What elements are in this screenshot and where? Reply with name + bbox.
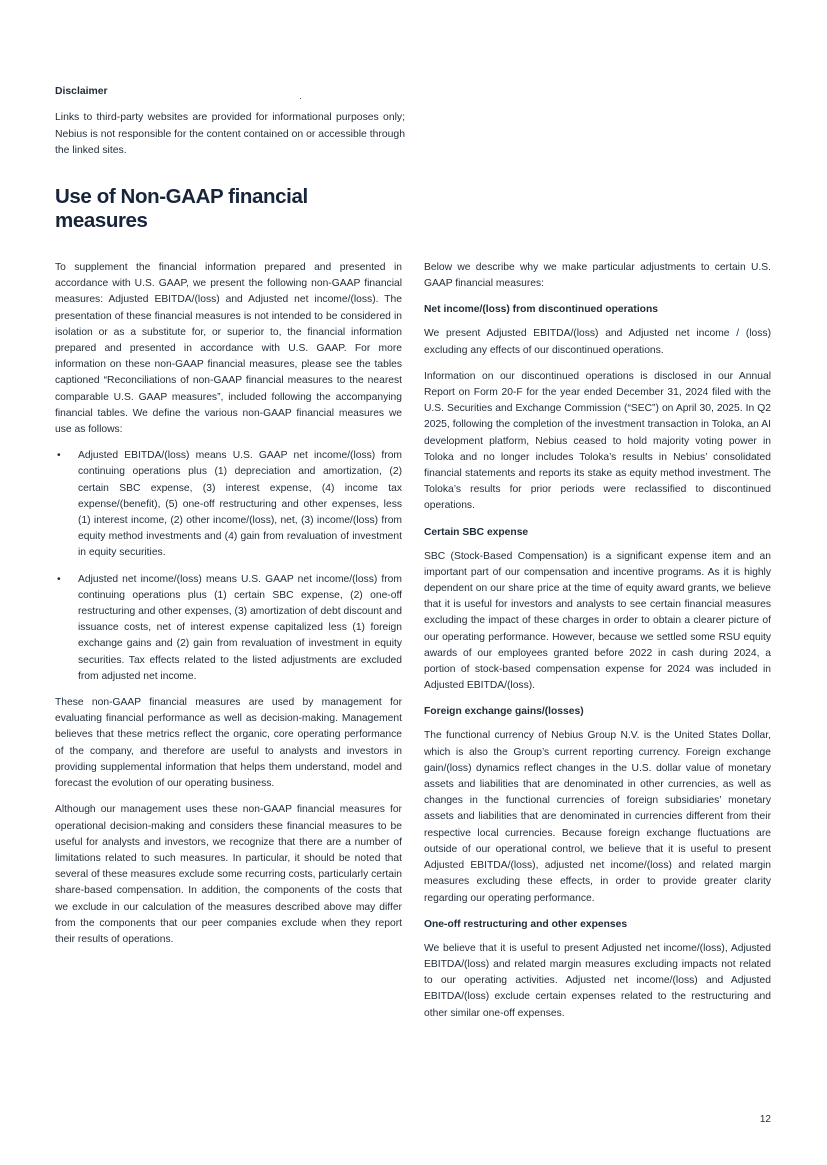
section-heading-sbc: Certain SBC expense	[424, 526, 529, 538]
bullet-icon: •	[57, 450, 61, 462]
limitations-paragraph: Although our management uses these non-GAAP financial measures for operational decision-making and considers these financial measures to be useful for analysts and investors, we recognize that there are a number of limitations related to such measures. In particular, it should be noted that several of these measures exclude some recurring costs, particularly certain share-based compensation. In addition, the components of the costs that we exclude in our calculation of the measures described above may differ from the components that our peer companies exclude when they report their results of operations.	[55, 804, 402, 945]
list-item	[55, 448, 402, 561]
right-column	[424, 260, 771, 1032]
list-item-text: Adjusted net income/(loss) means U.S. GAAP net income/(loss) from continuing operations plus (1) certain SBC expense, (2) one-off restructuring and other expenses, (3) amortization of debt discount and issuance costs, net of interest expense capitalized less (1) foreign exchange gains and (2) gain from revaluation of investment in equity securities. Tax effects related to the listed adjustments are excluded from adjusted net income.	[78, 573, 402, 682]
section-heading-restructuring: One-off restructuring and other expenses	[424, 918, 628, 930]
page-number: 12	[759, 1114, 771, 1125]
list-item-text: Adjusted EBITDA/(loss) means U.S. GAAP net income/(loss) from continuing operations plus (1) depreciation and amortization, (2) certain SBC expense, (3) interest expense, (4) income tax expense/(benefit), (5) one-off restructuring and other expenses, less (1) interest income, (2) other income/(loss), net, (3) income/(loss) from equity method investments and (4) gain from revaluation of investment in equity securities.	[78, 450, 402, 559]
management-paragraph: These non-GAAP financial measures are used by management for evaluating financial performance as well as decision-making. Management believes that these metrics reflect the organic, core operating performance of the company, and therefore are useful to analysts and investors in providing supplemental information that helps them understand, model and forecast the evolution of our operating business.	[55, 697, 402, 790]
disclaimer-text: Links to third-party websites are provided for informational purposes only; Nebius is not responsible for the content contained on or accessible through the linked sites.	[55, 112, 405, 156]
stray-dot	[300, 98, 301, 99]
adjustments-intro: Below we describe why we make particular adjustments to certain U.S. GAAP financial measures:	[424, 262, 771, 290]
section-paragraph: SBC (Stock-Based Compensation) is a significant expense item and an important part of our compensation and incentive programs. As it is highly dependent on our share price at the time of equity award grants, we believe that it is useful for investors and analysts to see certain financial measures excluding the impact of these charges in order to obtain a clearer picture of our operating performance. However, because we settled some RSU equity awards of our employees granted before 2022 in cash during 2024, a portion of stock-based compensation expense for 2024 was included in Adjusted EBITDA/(loss).	[424, 550, 771, 692]
section-heading-discontinued: Net income/(loss) from discontinued operations	[424, 304, 658, 316]
disclaimer-heading: Disclaimer	[55, 86, 108, 97]
definitions-list	[55, 448, 402, 685]
section-paragraph: We believe that it is useful to present Adjusted net income/(loss), Adjusted EBITDA/(loss) and related margin measures excluding impacts not related to our operating activities. Adjusted net income/(loss) and Adjusted EBITDA/(loss) exclude certain expenses related to the restructuring and other similar one-off expenses.	[424, 942, 771, 1019]
intro-paragraph: To supplement the financial information prepared and presented in accordance with U.S. GAAP, we present the following non-GAAP financial measures: Adjusted EBITDA/(loss) and Adjusted net income/(loss). The presentation of these financial measures is not intended to be considered in isolation or as a substitute for, or superior to, the financial information prepared and presented in accordance with U.S. GAAP. For more information on these non-GAAP financial measures, please see the tables captioned “Reconciliations of non-GAAP financial measures to the nearest comparable U.S. GAAP measures”, included following the accompanying financial tables. We define the various non-GAAP financial measures we use as follows:	[55, 262, 402, 436]
section-heading-fx: Foreign exchange gains/(losses)	[424, 706, 584, 718]
page-title: Use of Non-GAAP financial measures	[55, 185, 308, 232]
section-paragraph: Information on our discontinued operations is disclosed in our Annual Report on Form 20-F for the year ended December 31, 2024 filed with the U.S. Securities and Exchange Commission (“SEC”) on April 30, 2025. In Q2 2025, following the completion of the investment transaction in Toloka, an AI development platform, Nebius ceased to hold majority voting power in Toloka and no longer includes Toloka’s results in Nebius’ consolidated financial statements and reports its stake as equity method investment. The Toloka’s results for prior periods were reclassified to discontinued operations.	[424, 370, 771, 512]
section-paragraph: We present Adjusted EBITDA/(loss) and Adjusted net income / (loss) excluding any effects of our discontinued operations.	[424, 328, 771, 356]
bullet-icon: •	[57, 573, 61, 585]
left-column	[55, 260, 402, 958]
list-item	[55, 572, 402, 685]
section-paragraph: The functional currency of Nebius Group N.V. is the United States Dollar, which is also the Group’s current reporting currency. Foreign exchange gain/(loss) dynamics reflect changes in the U.S. dollar value of monetary assets and liabilities that are denominated in other currencies, as well as changes in the functional currencies of foreign subsidiaries’ monetary assets and liabilities that are denominated in currencies different from their respective local currencies. Because foreign exchange fluctuations are outside of our operational control, we believe that it is useful to present Adjusted EBITDA/(loss), adjusted net income/(loss) and related margin measures excluding these effects, in order to provide greater clarity regarding our operating performance.	[424, 730, 771, 904]
